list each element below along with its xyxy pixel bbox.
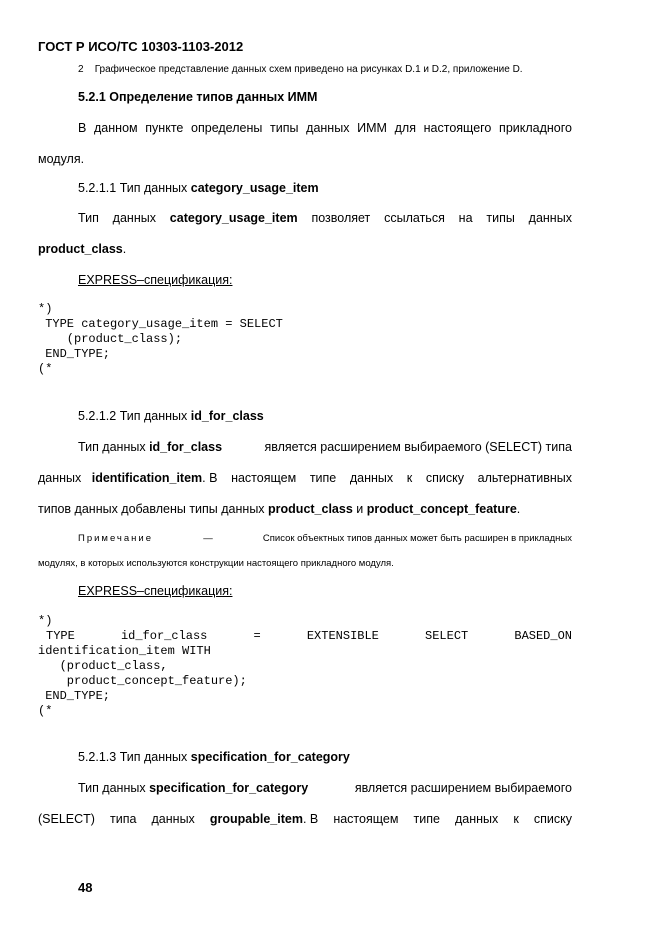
type3-title [78, 750, 350, 764]
word: на [458, 211, 473, 225]
code-line: product_concept_feature); [38, 674, 247, 688]
code-line: *) [38, 614, 53, 628]
type2-desc-line1 [78, 440, 572, 454]
code-line: END_TYPE; [38, 347, 111, 361]
section-intro-line2: модуля. [38, 152, 85, 166]
type2-note-line2: модулях, в которых используются конструкции настоящего прикладного модуля. [38, 558, 394, 569]
type2-code-line1 [46, 629, 572, 643]
word: Тип [78, 211, 99, 225]
word: данных [112, 211, 156, 225]
type2-added-type-2: product_concept_feature [366, 502, 517, 516]
type3-l1-left [78, 781, 308, 795]
word: (SELECT) [38, 812, 95, 826]
type1-target-name: product_class [38, 242, 123, 256]
type1-desc-line2 [38, 242, 126, 256]
page-number: 48 [78, 880, 93, 895]
word: ссылаться [384, 211, 445, 225]
code-line: (* [38, 704, 53, 718]
type2-added-type-1: product_class [268, 502, 353, 516]
word: Тип данных [78, 781, 150, 795]
code-line: (* [38, 362, 53, 376]
type3-base-type: groupable_item [209, 812, 303, 826]
word: данных [528, 211, 572, 225]
code-line: identification_item WITH [38, 644, 211, 658]
note-text: Список объектных типов данных может быть расширен в прикладных [262, 533, 572, 544]
word: настоящем [333, 812, 399, 826]
footnote [78, 64, 523, 75]
word: списку [533, 812, 572, 826]
word: типе [309, 471, 337, 485]
type3-l2-mid [210, 812, 318, 826]
word: . В [302, 812, 319, 826]
code-token: BASED_ON [514, 629, 572, 643]
type2-code-block [38, 644, 247, 719]
type2-l2-start [38, 471, 217, 485]
code-line: END_TYPE; [38, 689, 111, 703]
type1-title-prefix: 5.2.1.1 Тип данных [78, 181, 191, 195]
word: данных [349, 471, 394, 485]
note-dash: — [203, 533, 213, 544]
type2-desc-line3 [38, 502, 520, 516]
document-header: ГОСТ Р ИСО/ТС 10303-1103-2012 [38, 39, 244, 54]
type2-title-name: id_for_class [190, 409, 264, 423]
type3-l1-right: является расширением выбираемого [354, 781, 572, 795]
type2-base-type: identification_item [91, 471, 203, 485]
type2-desc-line2 [38, 471, 572, 485]
word: . В [202, 471, 218, 485]
type1-code-block [38, 302, 283, 377]
type2-l1-left [78, 440, 222, 454]
word: к [406, 471, 413, 485]
code-token: = [253, 629, 261, 643]
code-token: SELECT [425, 629, 469, 643]
word: типы [486, 211, 515, 225]
type2-title [78, 409, 264, 423]
word: типа [110, 812, 137, 826]
word: данных [454, 812, 499, 826]
code-token: EXTENSIBLE [306, 629, 379, 643]
type2-name-ref: id_for_class [149, 440, 223, 454]
word: к [513, 812, 519, 826]
word: Тип данных [78, 440, 150, 454]
code-line: TYPE category_usage_item = SELECT [38, 317, 283, 331]
period: . [122, 242, 127, 256]
word: данных [151, 812, 195, 826]
section-intro-line1: В данном пункте определены типы данных ИММ для настоящего прикладного [78, 121, 572, 135]
period: . [516, 502, 521, 516]
type3-desc-line2 [38, 812, 572, 826]
code-line: *) [38, 302, 53, 316]
code-token: TYPE [46, 629, 75, 643]
type1-name-ref: category_usage_item [169, 211, 298, 225]
type2-l1-right: является расширением выбираемого (SELECT) типа [264, 440, 572, 454]
word: списку [425, 471, 465, 485]
type3-desc-line1 [78, 781, 572, 795]
code-line: (product_class, [38, 659, 168, 673]
footnote-number: 2 [78, 64, 84, 75]
type1-title-name: category_usage_item [190, 181, 319, 195]
type1-title [78, 181, 319, 195]
note-label: Примечание [78, 533, 153, 544]
word: типе [413, 812, 440, 826]
word: позволяет [311, 211, 371, 225]
word: альтернативных [477, 471, 572, 485]
footnote-text: Графическое представление данных схем приведено на рисунках D.1 и D.2, приложение D. [94, 64, 523, 75]
section-title: 5.2.1 Определение типов данных ИММ [78, 90, 318, 104]
type3-title-prefix: 5.2.1.3 Тип данных [78, 750, 191, 764]
type2-express-label: EXPRESS–спецификация: [78, 584, 233, 598]
type3-title-name: specification_for_category [190, 750, 350, 764]
word: типов данных добавлены типы данных [38, 502, 269, 516]
word: настоящем [231, 471, 297, 485]
word: и [352, 502, 367, 516]
code-line: (product_class); [38, 332, 183, 346]
type2-note-line1 [78, 533, 572, 544]
code-token: id_for_class [120, 629, 208, 643]
type1-desc-line1 [78, 211, 572, 225]
word: данных [38, 471, 82, 485]
type2-title-prefix: 5.2.1.2 Тип данных [78, 409, 191, 423]
type1-express-label: EXPRESS–спецификация: [78, 273, 233, 287]
type3-name-ref: specification_for_category [149, 781, 309, 795]
